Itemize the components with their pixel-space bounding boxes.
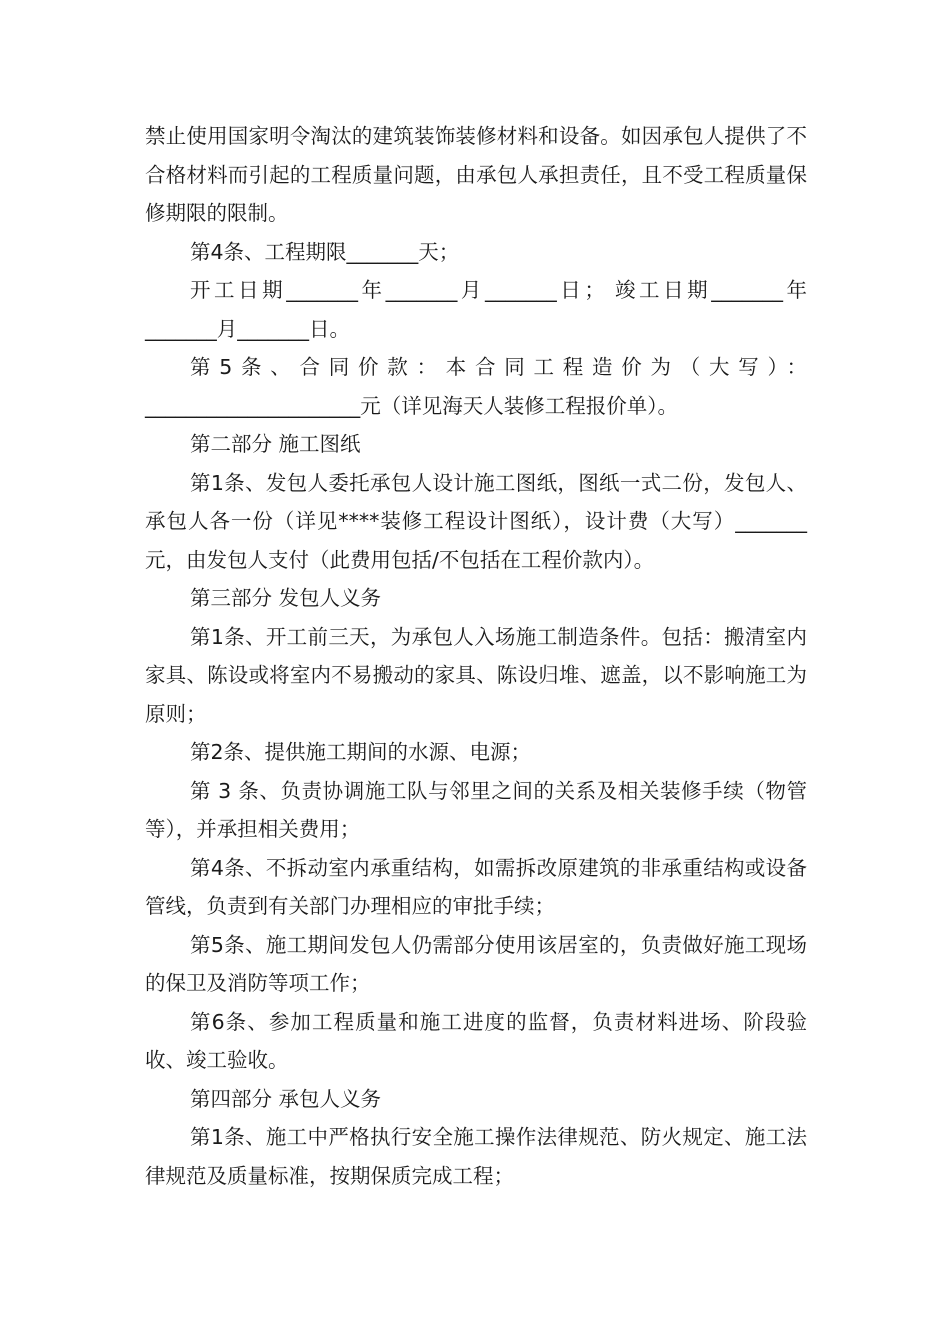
paragraph-part-3-article-6: 第6条、参加工程质量和施工进度的监督，负责材料进场、阶段验收、竣工验收。 bbox=[145, 1009, 807, 1072]
paragraph-material-restriction: 禁止使用国家明令淘汰的建筑装饰装修材料和设备。如因承包人提供了不合格材料而引起的工程质量问题，由承包人承担责任，且不受工程质量保修期限的限制。 bbox=[145, 124, 807, 225]
section-heading-part-3: 第三部分 发包人义务 bbox=[190, 586, 382, 610]
paragraph-part-3-article-3: 第 3 条、负责协调施工队与邻里之间的关系及相关装修手续（物管等），并承担相关费用； bbox=[145, 778, 807, 841]
paragraph-article-4-duration: 第4条、工程期限_______天； bbox=[190, 239, 460, 264]
paragraph-part-3-article-4: 第4条、不拆动室内承重结构，如需拆改原建筑的非承重结构或设备管线，负责到有关部门办理相应的审批手续； bbox=[145, 855, 807, 918]
paragraph-part-2-article-1: 第1条、发包人委托承包人设计施工图纸，图纸一式二份，发包人、承包人各一份（详见****装修工程设计图纸），设计费（大写）_______元，由发包人支付（此费用包括/不包括在工程价款内）。 bbox=[145, 470, 807, 572]
paragraph-part-3-article-1: 第1条、开工前三天，为承包人入场施工制造条件。包括：搬清室内家具、陈设或将室内不易搬动的家具、陈设归堆、遮盖，以不影响施工为原则； bbox=[145, 624, 807, 726]
document-page bbox=[145, 117, 807, 1195]
section-heading-part-2: 第二部分 施工图纸 bbox=[190, 432, 361, 456]
paragraph-part-3-article-2: 第2条、提供施工期间的水源、电源； bbox=[190, 740, 532, 764]
section-heading-part-4: 第四部分 承包人义务 bbox=[190, 1086, 382, 1111]
paragraph-part-3-article-5: 第5条、施工期间发包人仍需部分使用该居室的，负责做好施工现场的保卫及消防等项工作； bbox=[145, 932, 807, 995]
paragraph-article-5-price: 第5条、合同价款：本合同工程造价为（大写）：_____________________元（详见海天人装修工程报价单）。 bbox=[145, 355, 807, 418]
paragraph-start-end-dates: 开工日期_______年_______月_______日； 竣工日期_______年_______月_______日。 bbox=[145, 278, 807, 341]
paragraph-part-4-article-1: 第1条、施工中严格执行安全施工操作法律规范、防火规定、施工法律规范及质量标准，按期保质完成工程； bbox=[145, 1125, 807, 1188]
